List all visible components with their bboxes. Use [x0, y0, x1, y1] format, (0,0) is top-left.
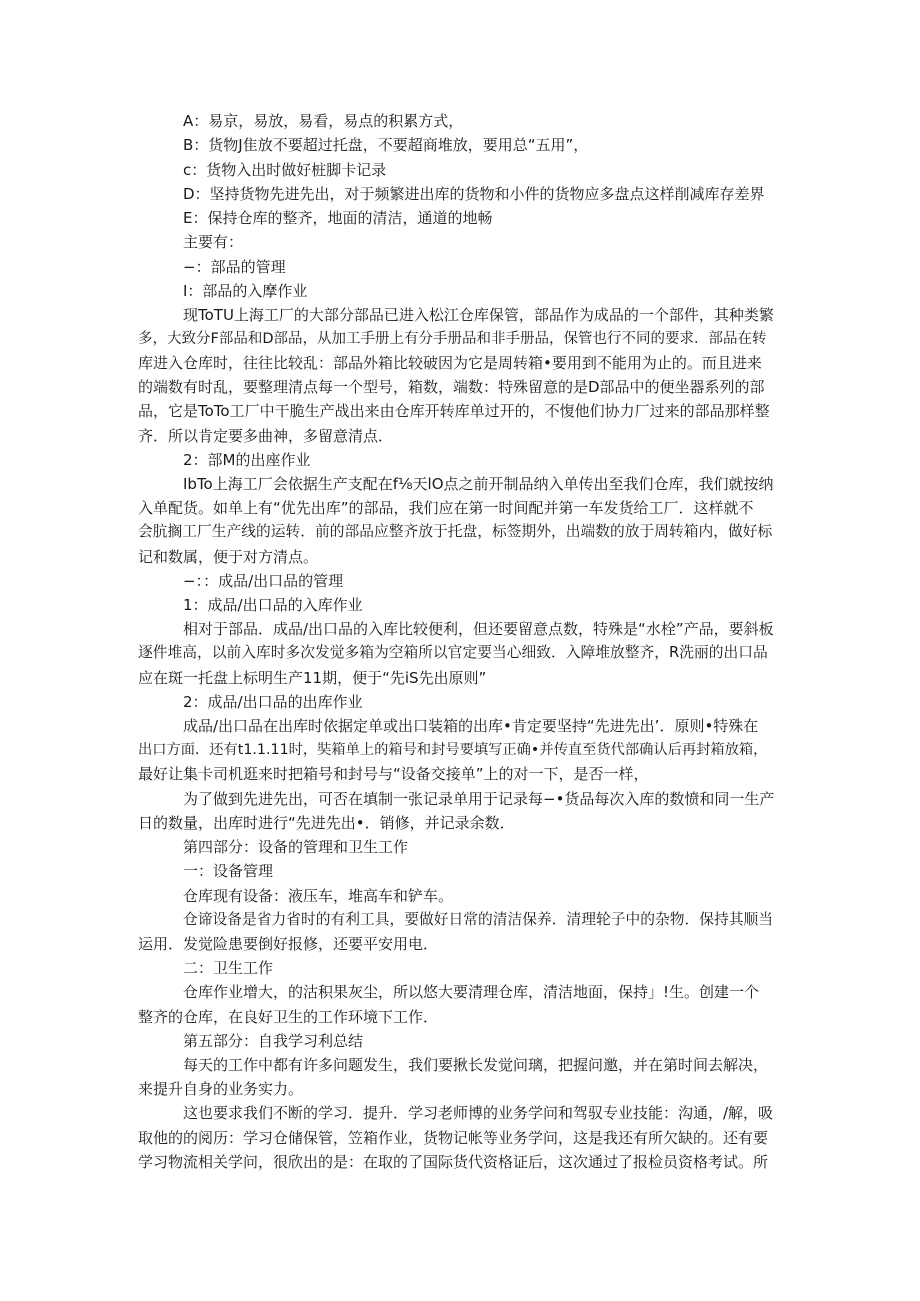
text-line: c：货物入出时做好桩脚卡记录 — [183, 161, 387, 179]
text-line: 整齐的仓库，在良好卫生的工作环境下工作． — [138, 1008, 439, 1026]
text-line: 来提升自身的业务实力。 — [138, 1080, 304, 1098]
text-line: 第四部分：设备的管理和卫生工作 — [183, 838, 409, 856]
text-line: 入单配货。如单上有“优先出库”的部品，我们应在第一时间配并第一车发货给工厂．这样就不 — [138, 499, 754, 517]
text-line: 二：卫生工作 — [183, 959, 274, 977]
text-line: 取他的的阅历：学习仓储保管，笠箱作业，货物记帐等业务学问，这是我还有所欠缺的。还有要 — [138, 1129, 769, 1147]
text-line: 应在斑一托盘上标明生产11期，便于“先iS先出原则” — [138, 669, 487, 687]
text-line: B：货物J隹放不要超过托盘，不要超商堆放，要用总“五用”， — [183, 136, 589, 154]
text-line: D：坚持货物先进先出，对于频繁进出库的货物和小件的货物应多盘点这样削减库存差界 — [183, 185, 765, 203]
text-line: 会肮搁工厂生产线的运转．前的部品应整齐放于托盘，标签期外，出端数的放于周转箱内，做好标 — [138, 523, 773, 540]
text-line: 这也要求我们不断的学习．提升．学习老师博的业务学问和驾驭专业技能：沟通，/解，吸 — [183, 1104, 774, 1122]
text-line: 现ToTU上海工厂的大部分部品已进入松江仓库保管，部品作为成品的一个部件，其种类繁 — [183, 306, 774, 324]
text-line: A：易京，易放，易看，易点的积累方式， — [183, 112, 464, 130]
text-line: 品，它是ToTo工厂中干脆生产战出来由仓库开转库单过开的，不愎他们协力厂过来的部品那样整 — [138, 402, 770, 420]
text-line: 多，大致分F部品和D部品，从加工手册上有分手册品和非手册品，保管也行不同的要求．部品在转 — [138, 331, 767, 347]
text-line: 1：成品/出口品的入库作业 — [183, 596, 363, 614]
text-line: IbTo上海工厂会依据生产支配在f⅛天lO点之前开制品纳入单传出至我们仓库，我们就按纳 — [183, 475, 774, 493]
text-line: 日的数量，出库时进行“先进先出•．销修，并记录余数． — [138, 814, 515, 832]
text-line: 一：设备管理 — [183, 862, 274, 880]
text-line: 学习物流相关学问，很欣出的是：在取的了国际货代资格证后，这次通过了报检员资格考试。所 — [138, 1153, 769, 1171]
text-line: E：保持仓库的整齐，地面的清洁，通道的地畅 — [183, 209, 493, 227]
text-line: 齐．所以肯定要多曲神，多留意清点． — [138, 427, 394, 445]
text-line: 库进入仓库时，往往比较乱：部品外箱比较破因为它是周转箱•要用到不能用为止的。而且进来 — [138, 354, 762, 372]
text-line: 仓库现有设备：液压车，堆高车和铲车。 — [183, 887, 454, 905]
text-line: 运用．发觉险患要倒好报修，还要平安用电． — [138, 935, 439, 953]
text-line: 成品/出口品在出库时依据定单或出口装箱的出库•肯定要坚持“先进先出’．原则•特殊在 — [183, 717, 759, 735]
text-line: 仓库作业增大，的沽积果灰尘，所以悠大要清理仓库，清洁地面，保持」!生。创建一个 — [183, 983, 760, 1001]
text-line: 记和数属，便于对方清点。 — [138, 548, 319, 566]
text-line: 每天的工作中都有许多问题发生，我们要揪长发觉问璃，把握问邀，并在第时间去解决， — [183, 1056, 769, 1074]
text-line: 相对于部品．成品/出口品的入库比较便利，但还要留意点数，特殊是“水栓”产品，要斜板 — [183, 620, 774, 638]
text-line: −：部品的管理 — [183, 258, 286, 276]
text-line: 为了做到先进先出，可否在填制一张记录单用于记录每−•货品每次入库的数愤和同一生产 — [183, 790, 775, 808]
text-line: −：：成品/出口品的管理 — [183, 572, 344, 590]
text-line: 2：部M的出座作业 — [183, 451, 311, 469]
text-line: 出口方面．还有t1.1.11时，奘箱单上的箱号和封号要填写正确•并传直至货代部确认后再封箱放箱， — [138, 742, 768, 758]
text-line: 逐件堆高，以前入库时多次发觉多箱为空箱所以官定要当心细致．入障堆放整齐，R洗丽的出口品 — [138, 644, 768, 661]
text-line: 最好让集卡司机逛来时把箱号和封号与“设备交接单”上的对一下，是否一样， — [138, 765, 649, 783]
text-line: 仓谛设备是省力省时的有利工具，要做好日常的清洁保养．清理轮子中的杂物．保持其顺当 — [183, 911, 773, 928]
text-line: 的端数有时乱，要整理清点每一个型号，箱数，端数：特殊留意的是D部品中的便坐器系列的部 — [138, 378, 765, 396]
text-line: 2：成品/出口品的出库作业 — [183, 693, 363, 711]
text-line: 主要有： — [183, 233, 244, 251]
text-line: I：部品的入摩作业 — [183, 282, 308, 300]
text-line: 第五部分：自我学习利总结 — [183, 1032, 364, 1050]
